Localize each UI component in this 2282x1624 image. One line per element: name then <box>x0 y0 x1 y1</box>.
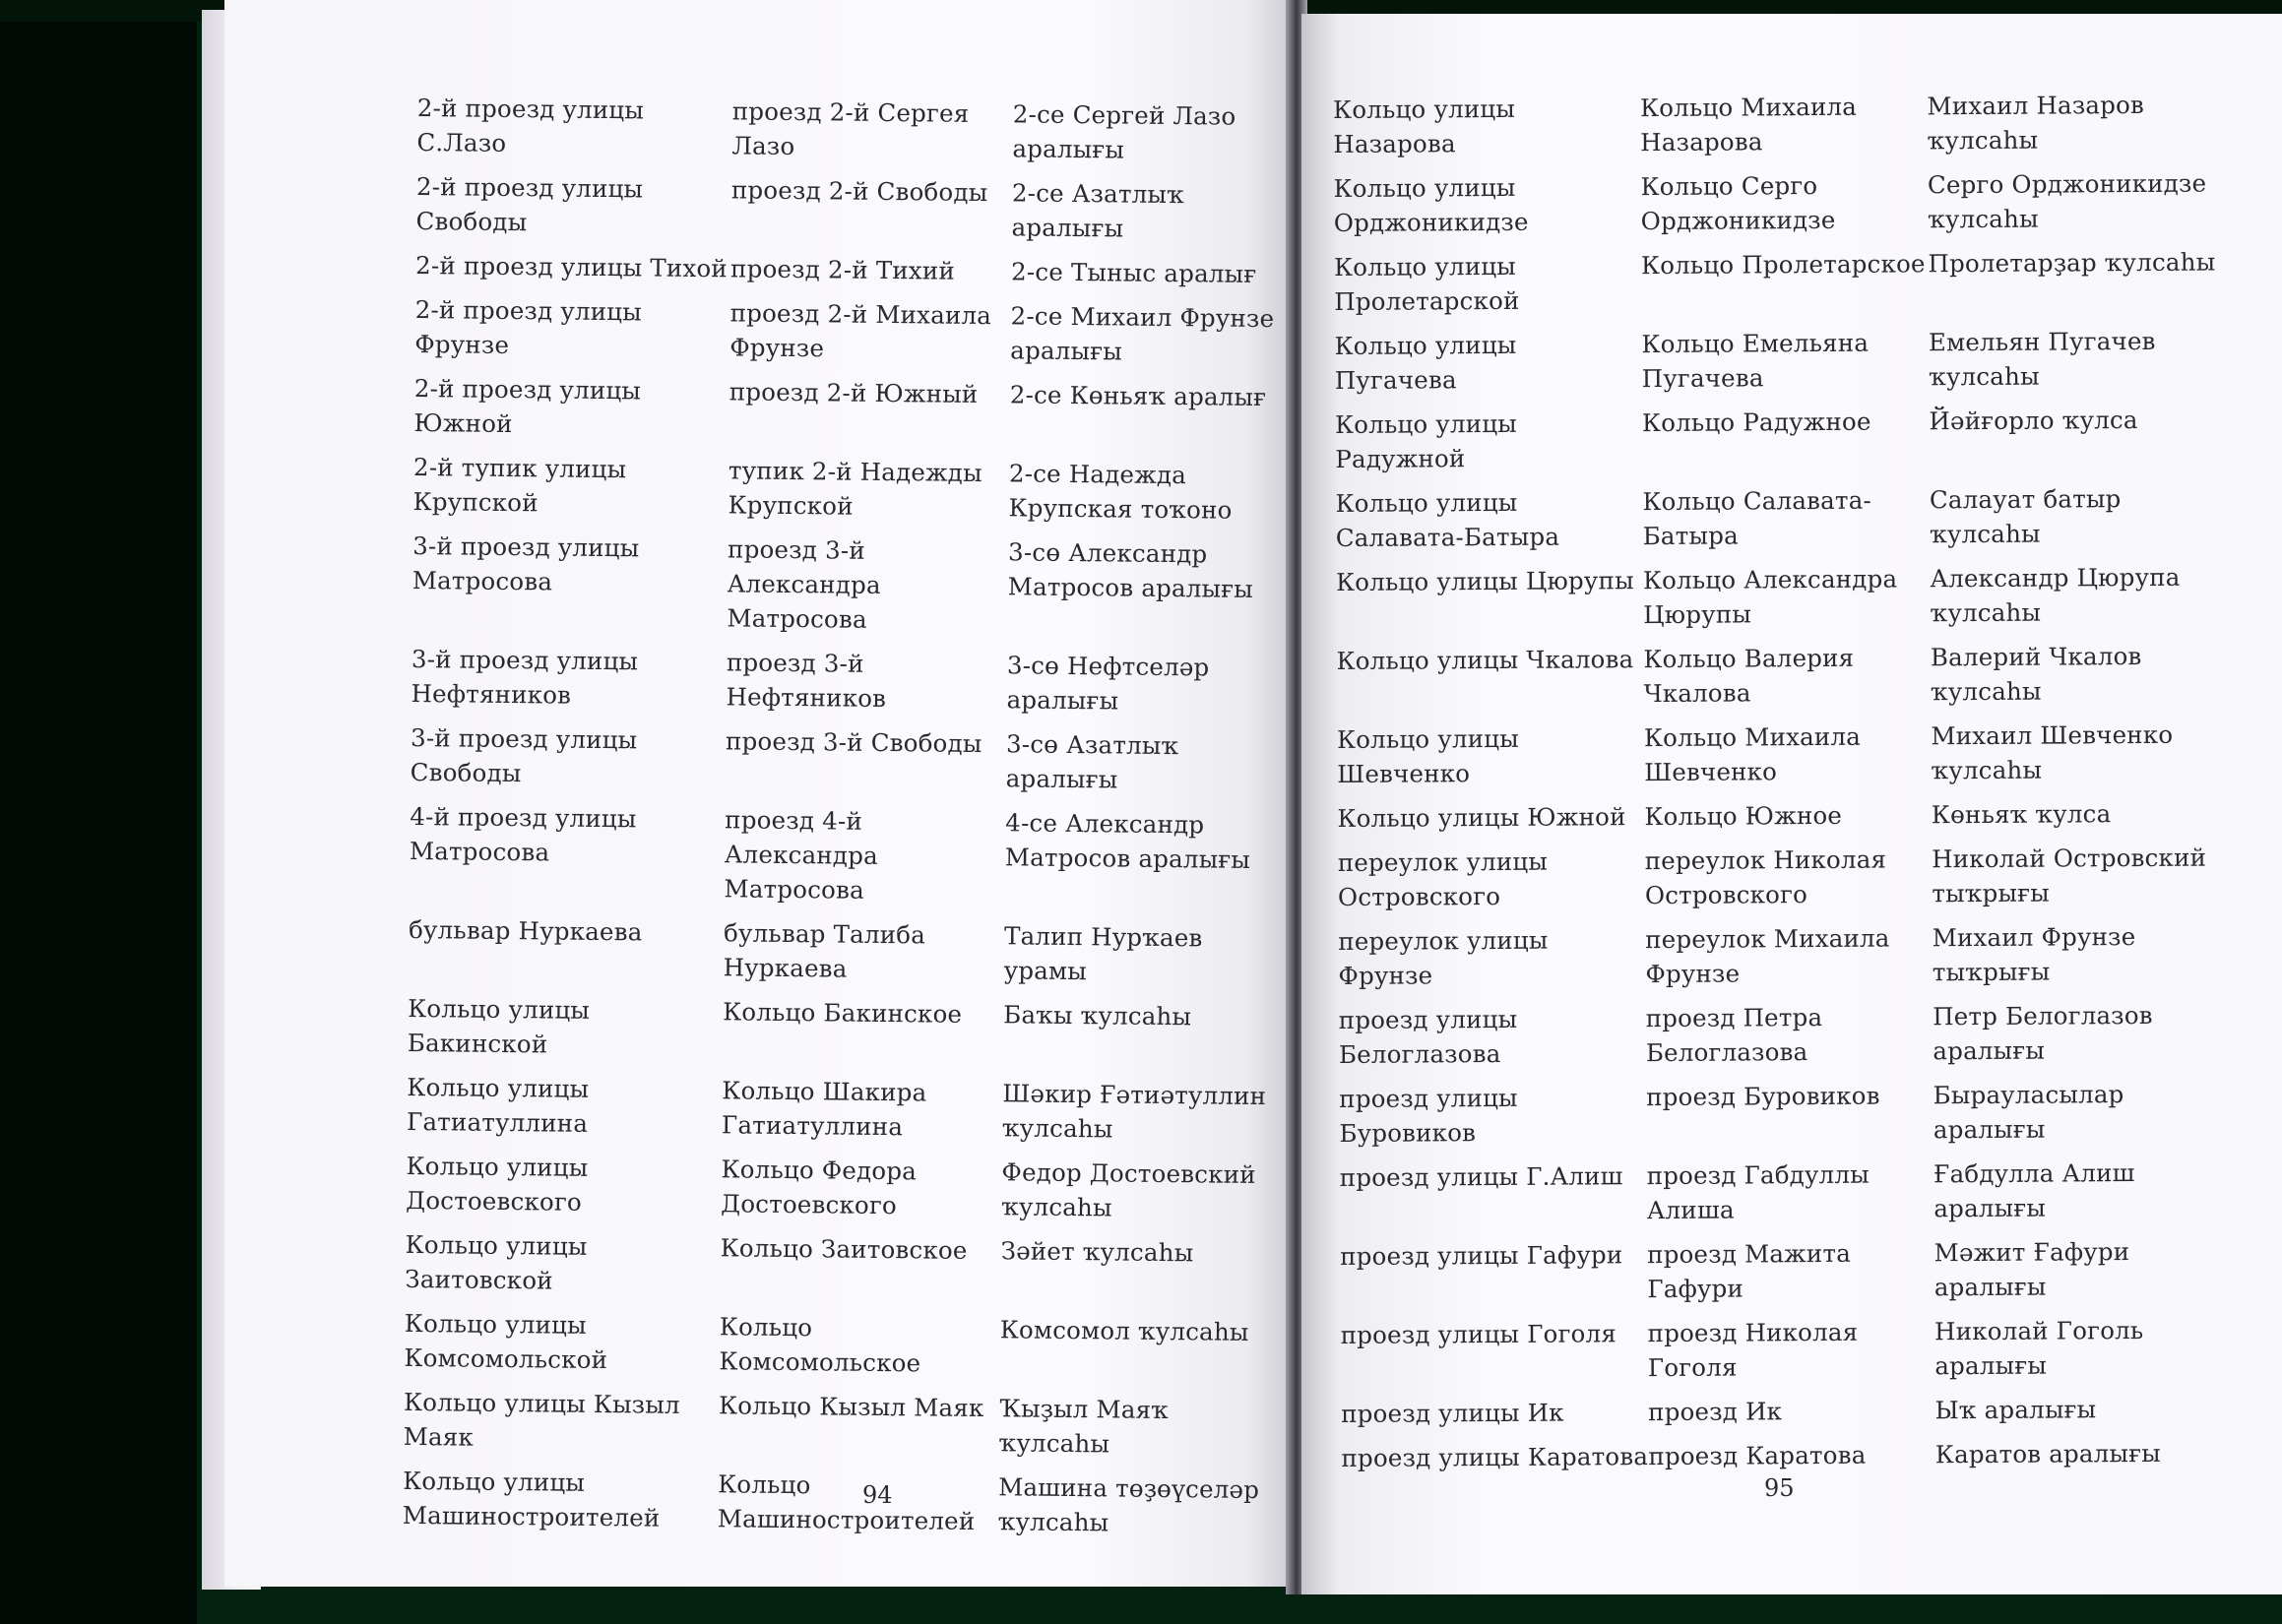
table-row <box>1335 402 2221 485</box>
left-page <box>224 0 1290 1587</box>
table-row <box>1334 244 2220 328</box>
table-row <box>1337 795 2223 844</box>
table-row <box>1340 1233 2226 1317</box>
new-russian-name-cell: Кольцо Заитовское <box>720 1233 968 1265</box>
bashkir-name-cell: Емельян Пугачев ҡулсаһы <box>1928 326 2156 392</box>
table-row <box>403 1385 1270 1472</box>
bashkir-name-cell: 2-се Тыныс аралығ <box>1010 257 1257 288</box>
table-row <box>1338 840 2224 923</box>
old-name-cell: проезд улицы Буровиков <box>1339 1083 1518 1148</box>
bashkir-name-cell: Машина төҙөүселәр ҡулсаһы <box>997 1472 1260 1537</box>
old-name-cell: Кольцо улицы Заитовской <box>405 1229 588 1295</box>
new-russian-name-cell: Кольцо Салавата-Батыра <box>1642 485 1872 551</box>
bashkir-name-cell: 2-се Азатлыҡ аралығы <box>1011 178 1185 243</box>
new-russian-name-cell: проезд 2-й Сергея Лазо <box>731 96 970 161</box>
bashkir-name-cell: Михаил Фрунзе тыҡрығы <box>1932 922 2136 987</box>
new-russian-name-cell: тупик 2-й Надежды Крупской <box>728 456 983 521</box>
bashkir-name-cell: Каратов аралығы <box>1934 1438 2161 1469</box>
left-street-table <box>403 91 1284 1551</box>
old-name-cell: 3-й проезд улицы Нефтяников <box>411 644 639 710</box>
new-russian-name-cell: Кольцо Михаила Шевченко <box>1643 721 1862 787</box>
new-russian-name-cell: проезд Габдуллы Алиша <box>1646 1159 1870 1225</box>
new-russian-name-cell: Кольцо Кызыл Маяк <box>718 1391 984 1423</box>
old-name-cell: 2-й проезд улицы Фрунзе <box>414 294 643 359</box>
bashkir-name-cell: 2-се Надежда Крупская тоҡоно <box>1008 459 1233 525</box>
table-row <box>403 1464 1270 1551</box>
old-name-cell: Кольцо улицы Цюрупы <box>1335 566 1634 596</box>
scan-background-left <box>0 0 197 1624</box>
table-row <box>1338 918 2224 1002</box>
table-row <box>1339 1076 2225 1159</box>
new-russian-name-cell: проезд Ик <box>1648 1397 1783 1427</box>
right-page <box>1301 14 2282 1594</box>
right-street-table <box>1333 88 2228 1485</box>
bashkir-name-cell: Комсомол ҡулсаһы <box>999 1315 1249 1346</box>
old-name-cell: Кольцо улицы Назарова <box>1333 94 1516 158</box>
new-russian-name-cell: проезд 2-й Тихий <box>729 254 956 285</box>
table-row <box>414 292 1282 380</box>
bashkir-name-cell: Николай Гоголь аралығы <box>1934 1315 2144 1381</box>
table-row <box>409 799 1276 921</box>
new-russian-name-cell: Кольцо Шакира Гатиатуллина <box>721 1076 927 1142</box>
new-russian-name-cell: Кольцо Емельяна Пугачева <box>1641 328 1870 394</box>
new-russian-name-cell: Кольцо Пролетарское <box>1640 249 1926 281</box>
table-row <box>1340 1155 2226 1238</box>
old-name-cell: Кольцо улицы Шевченко <box>1336 723 1519 788</box>
table-row <box>412 450 1280 537</box>
old-name-cell: Кольцо улицы Пугачева <box>1334 330 1517 395</box>
old-name-cell: проезд улицы Гафури <box>1340 1240 1623 1271</box>
new-russian-name-cell: Кольцо Бакинское <box>723 997 963 1029</box>
bashkir-name-cell: 3-сө Александр Матросов аралығы <box>1007 537 1254 603</box>
old-name-cell: 2-й тупик улицы Крупской <box>412 452 627 518</box>
bashkir-name-cell: Йәйғорло ҡулса <box>1929 406 2138 436</box>
bashkir-name-cell: Петр Белоглазов аралығы <box>1933 1000 2153 1066</box>
bashkir-name-cell: Ыҡ аралығы <box>1934 1395 2097 1425</box>
bashkir-name-cell: Зәйет ҡулсаһы <box>1000 1236 1194 1268</box>
table-row <box>1337 717 2223 800</box>
old-name-cell: переулок улицы Островского <box>1337 846 1549 911</box>
old-name-cell: 2-й проезд улицы Южной <box>413 373 642 439</box>
table-row <box>1339 997 2225 1081</box>
new-russian-name-cell: проезд 2-й Михаила Фрунзе <box>729 298 992 363</box>
table-row <box>415 169 1283 257</box>
new-russian-name-cell: проезд Каратова <box>1648 1440 1867 1471</box>
bashkir-name-cell: Валерий Чкалов ҡулсаһы <box>1930 641 2142 707</box>
bashkir-name-cell: Пролетарҙар ҡулсаһы <box>1928 247 2216 279</box>
table-row <box>1341 1391 2227 1440</box>
table-row <box>413 371 1281 459</box>
old-name-cell: проезд улицы Ик <box>1341 1398 1564 1428</box>
bashkir-name-cell: Көньяҡ ҡулса <box>1931 799 2112 830</box>
old-name-cell: 3-й проезд улицы Свободы <box>410 722 638 788</box>
bashkir-name-cell: 3-сө Азатлыҡ аралығы <box>1005 729 1179 794</box>
old-name-cell: Кольцо улицы Машиностроителей <box>402 1466 661 1532</box>
old-name-cell: Кольцо улицы Салавата-Батыра <box>1335 487 1560 552</box>
old-name-cell: Кольцо улицы Радужной <box>1334 408 1518 473</box>
bashkir-name-cell: 4-се Александр Матросов аралығы <box>1004 808 1251 874</box>
old-name-cell: Кольцо улицы Орджоникидзе <box>1333 172 1529 237</box>
old-name-cell: Кольцо улицы Комсомольской <box>404 1308 608 1375</box>
table-row <box>1335 480 2221 564</box>
new-russian-name-cell: Кольцо Федора Достоевского <box>721 1155 918 1220</box>
bashkir-name-cell: Салауат батыр ҡулсаһы <box>1929 484 2122 549</box>
old-name-cell: переулок улицы Фрунзе <box>1338 925 1549 990</box>
new-russian-name-cell: переулок Николая Островского <box>1644 844 1887 910</box>
bashkir-name-cell: Михаил Шевченко ҡулсаһы <box>1931 719 2174 785</box>
new-russian-name-cell: Кольцо Александра Цюрупы <box>1642 564 1898 630</box>
new-russian-name-cell: проезд Буровиков <box>1646 1081 1880 1112</box>
bashkir-name-cell: Шәкир Ғәтиәтуллин ҡулсаһы <box>1001 1079 1267 1144</box>
new-russian-name-cell: проезд Николая Гоголя <box>1647 1317 1859 1383</box>
new-russian-name-cell: Кольцо Михаила Назарова <box>1639 92 1858 157</box>
old-name-cell: Кольцо улицы Пролетарской <box>1333 251 1520 316</box>
table-row <box>405 1227 1272 1315</box>
table-row <box>408 912 1275 1000</box>
bashkir-name-cell: 2-се Көньяҡ аралығ <box>1009 380 1267 412</box>
new-russian-name-cell: Кольцо Валерия Чкалова <box>1643 643 1855 709</box>
table-row <box>1333 88 2219 171</box>
new-russian-name-cell: Кольцо Радужное <box>1641 406 1871 438</box>
old-name-cell: 3-й проезд улицы Матросова <box>412 531 640 596</box>
table-row <box>1333 166 2219 250</box>
table-row <box>407 1070 1274 1157</box>
table-row <box>411 642 1278 729</box>
table-row <box>412 529 1279 651</box>
bashkir-name-cell: Мәжит Ғафури аралығы <box>1933 1237 2130 1302</box>
new-russian-name-cell: проезд Петра Белоглазова <box>1645 1002 1823 1068</box>
new-russian-name-cell: проезд 3-й Александра Матросова <box>727 534 881 634</box>
old-name-cell: Кольцо улицы Достоевского <box>406 1151 589 1217</box>
table-row <box>1334 323 2220 406</box>
table-row <box>408 991 1275 1079</box>
bashkir-name-cell: Ҡыҙыл Маяҡ ҡулсаһы <box>998 1394 1170 1459</box>
table-row <box>416 91 1284 178</box>
bashkir-name-cell: Бырауласылар аралығы <box>1933 1080 2124 1145</box>
table-row <box>1336 638 2222 721</box>
table-row <box>406 1149 1273 1236</box>
bashkir-name-cell: Михаил Назаров ҡулсаһы <box>1927 90 2145 156</box>
new-russian-name-cell: проезд Мажита Гафури <box>1647 1238 1852 1304</box>
old-name-cell: проезд улицы Белоглазова <box>1338 1004 1518 1069</box>
bashkir-name-cell: Серго Орджоникидзе ҡулсаһы <box>1927 168 2207 234</box>
bashkir-name-cell: 3-сө Нефтселәр аралығы <box>1006 651 1210 716</box>
new-russian-name-cell: Кольцо Южное <box>1644 800 1843 832</box>
bashkir-name-cell: 2-се Сергей Лазо аралығы <box>1012 99 1236 164</box>
new-russian-name-cell: Кольцо Комсомольское <box>719 1312 921 1378</box>
bashkir-name-cell: Ғабдулла Алиш аралығы <box>1933 1158 2135 1223</box>
bashkir-name-cell: Александр Цюрупа ҡулсаһы <box>1930 562 2181 628</box>
table-row <box>1341 1312 2227 1396</box>
new-russian-name-cell: проезд 4-й Александра Матросова <box>724 805 879 905</box>
bashkir-name-cell: Николай Островский тыҡрығы <box>1932 843 2207 908</box>
old-name-cell: 4-й проезд улицы Матросова <box>409 801 637 867</box>
old-name-cell: 2-й проезд улицы С.Лазо <box>416 93 645 157</box>
table-row <box>1336 559 2222 643</box>
new-russian-name-cell: переулок Михаила Фрунзе <box>1645 923 1890 989</box>
old-name-cell: 2-й проезд улицы Тихой <box>414 250 729 283</box>
bashkir-name-cell: Федор Достоевский ҡулсаһы <box>1001 1157 1256 1222</box>
bashkir-name-cell: Баҡы ҡулсаһы <box>1003 1000 1192 1031</box>
new-russian-name-cell: проезд 3-й Свободы <box>725 726 983 759</box>
old-name-cell: проезд улицы Каратова <box>1341 1442 1649 1472</box>
old-name-cell: 2-й проезд улицы Свободы <box>415 171 644 237</box>
right-page-number: 95 <box>1764 1474 1795 1502</box>
new-russian-name-cell: проезд 3-й Нефтяников <box>726 648 887 714</box>
old-name-cell: Кольцо улицы Южной <box>1337 802 1626 833</box>
bashkir-name-cell: Талип Нурҡаев урамы <box>1003 921 1203 986</box>
table-row <box>410 720 1277 808</box>
left-page-number: 94 <box>862 1481 893 1509</box>
table-row <box>404 1306 1271 1394</box>
new-russian-name-cell: Кольцо Машиностроителей <box>717 1469 976 1536</box>
old-name-cell: проезд улицы Гоголя <box>1340 1319 1617 1349</box>
old-name-cell: Кольцо улицы Чкалова <box>1336 645 1634 675</box>
old-name-cell: Кольцо улицы Гатиатуллина <box>406 1072 590 1138</box>
bashkir-name-cell: 2-се Михаил Фрунзе аралығы <box>1010 301 1275 366</box>
old-name-cell: Кольцо улицы Кызыл Маяк <box>403 1387 680 1452</box>
old-name-cell: Кольцо улицы Бакинской <box>407 993 591 1059</box>
old-name-cell: проезд улицы Г.Алиш <box>1339 1161 1623 1192</box>
new-russian-name-cell: Кольцо Серго Орджоникидзе <box>1640 170 1836 236</box>
old-name-cell: бульвар Нуркаева <box>408 914 643 947</box>
new-russian-name-cell: проезд 2-й Южный <box>729 377 979 408</box>
new-russian-name-cell: бульвар Талиба Нуркаева <box>723 918 926 983</box>
new-russian-name-cell: проезд 2-й Свободы <box>730 175 988 208</box>
